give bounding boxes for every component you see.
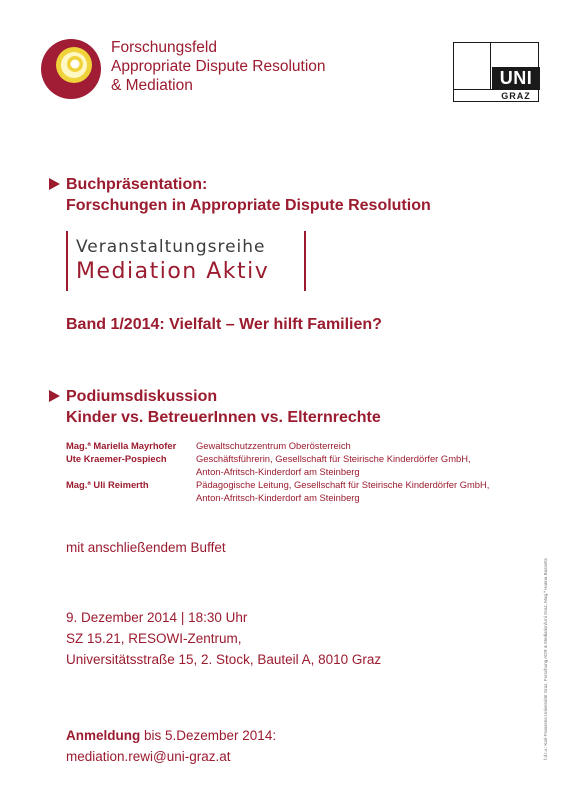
panelist-name: Mag.ª Uli Reimerth <box>66 479 149 490</box>
logo-line-3: & Mediation <box>111 77 193 94</box>
forschungsfeld-logo-icon <box>40 38 102 100</box>
address: Universitätsstraße 15, 2. Stock, Bauteil A, 8010 Graz <box>66 652 382 667</box>
panelist-row <box>66 478 536 504</box>
role-line: Anton-Afritsch-Kinderdorf am Steinberg <box>196 466 360 477</box>
panelist-name: Mag.ª Mariella Mayrhofer <box>66 440 177 451</box>
registration <box>66 725 276 767</box>
registration-label: Anmeldung <box>66 728 141 743</box>
date-time: 9. Dezember 2014 | 18:30 Uhr <box>66 610 248 625</box>
graz-logo-text: GRAZ <box>501 91 531 101</box>
registration-line <box>66 725 276 746</box>
heading-line-2: Forschungen in Appropriate Dispute Resolution <box>66 197 431 214</box>
bullet-arrow-icon <box>49 178 60 190</box>
side-imprint: f.d.I.v.: Karl-Franzens-Universität Graz, Forschung ADR & Mediation/Uni Graz, Mag.ª Hanna Bassetts <box>543 558 548 760</box>
book-presentation-heading <box>66 174 431 216</box>
panel-discussion-heading <box>66 386 381 428</box>
series-name: Mediation Aktiv <box>76 259 270 284</box>
panelist-role <box>196 439 536 452</box>
role-line: Anton-Afritsch-Kinderdorf am Steinberg <box>196 492 360 503</box>
series-label: Veranstaltungsreihe <box>76 237 266 257</box>
band-title: Band 1/2014: Vielfalt – Wer hilft Familien? <box>66 316 382 333</box>
uni-graz-logo <box>453 42 539 102</box>
panelist-list <box>66 439 536 504</box>
heading-line-1: Podiumsdiskussion <box>66 388 218 405</box>
registration-deadline: bis 5.Dezember 2014: <box>140 728 277 743</box>
series-right-bar <box>304 231 306 291</box>
panelist-row <box>66 452 536 478</box>
panelist-role <box>196 452 536 478</box>
registration-email[interactable]: mediation.rewi@uni-graz.at <box>66 749 231 764</box>
series-left-bar <box>66 231 68 291</box>
logo-line-1: Forschungsfeld <box>111 39 217 56</box>
logo-divider-vertical <box>490 43 491 89</box>
role-line: Gewaltschutzzentrum Oberösterreich <box>196 440 351 451</box>
panelist-row <box>66 439 536 452</box>
bullet-arrow-icon <box>49 390 60 402</box>
panelist-role <box>196 478 536 504</box>
role-line: Geschäftsführerin, Gesellschaft für Steirische Kinderdörfer GmbH, <box>196 453 471 464</box>
series-title-box <box>66 231 306 291</box>
logo-line-2: Appropriate Dispute Resolution <box>111 58 326 75</box>
uni-logo-text: UNI <box>492 67 540 89</box>
event-details <box>66 607 381 670</box>
logo-text <box>111 38 326 95</box>
room: SZ 15.21, RESOWI-Zentrum, <box>66 631 242 646</box>
heading-line-2: Kinder vs. BetreuerInnen vs. Elternrechte <box>66 409 381 426</box>
role-line: Pädagogische Leitung, Gesellschaft für Steirische Kinderdörfer GmbH, <box>196 479 490 490</box>
panelist-name: Ute Kraemer-Pospiech <box>66 453 167 464</box>
heading-line-1: Buchpräsentation: <box>66 176 208 193</box>
buffet-note: mit anschließendem Buffet <box>66 540 226 555</box>
